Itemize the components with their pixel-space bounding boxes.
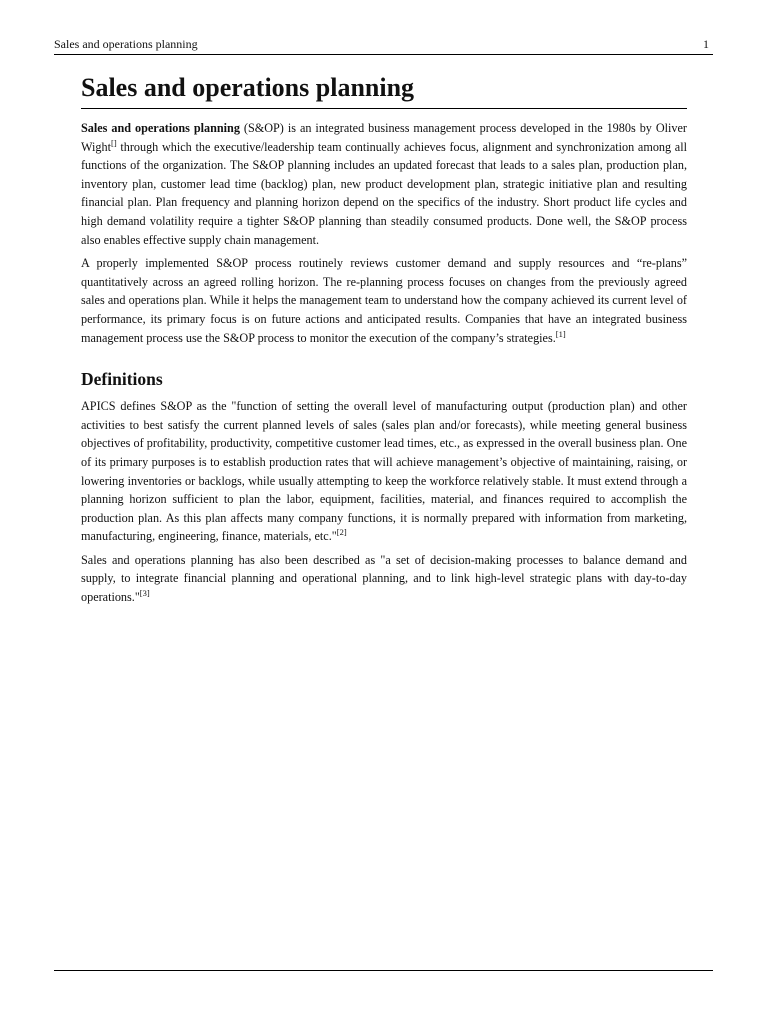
reference-link-2[interactable]: [2] [336, 527, 347, 538]
reference-link-3[interactable]: [3] [139, 588, 150, 599]
article-body [81, 68, 687, 612]
footer-divider [54, 970, 713, 971]
intro-paragraph [81, 119, 687, 249]
definitions-paragraph-1 [81, 397, 687, 546]
definitions-text-1: APICS defines S&OP as the "function of setting the overall level of manufacturing output (production plan) and other activities to best satisfy the current planned levels of sales (sales plan and/or forecasts), while meeting general business objectives of profitability, productivity, competitive customer lead times, etc., as expressed in the overall business plan. One of its primary purposes is to establish production rates that will achieve management’s objective of maintaining, raising, or lowering inventories or backlogs, while usually attempting to keep the workforce relatively stable. It must extend through a planning horizon sufficient to plan the labor, equipment, facilities, material, and finances required to accomplish the production plan. As this plan affects many company functions, it is normally prepared with information from marketing, manufacturing, engineering, finance, materials, etc." [81, 399, 687, 544]
intro-text-2: through which the executive/leadership team continually achieves focus, alignment and synchronization among all functions of the organization. The S&OP planning includes an updated forecast that leads to a sales plan, production plan, inventory plan, customer lead time (backlog) plan, new product development plan, strategic initiative plan and resulting financial plan. Plan frequency and planning horizon depend on the specifics of the industry. Short product life cycles and high demand volatility require a tighter S&OP planning than steadily consumed products. Done well, the S&OP process also enables effective supply chain management. [81, 139, 687, 247]
page-header [54, 36, 713, 55]
running-title: Sales and operations planning [54, 37, 198, 51]
intro-term: Sales and operations planning [81, 121, 240, 135]
second-paragraph-text: A properly implemented S&OP process routinely reviews customer demand and supply resources and “re-plans” quantitatively across an agreed rolling horizon. The re-planning process focuses on changes from the previously agreed sales and operations plan. While it helps the management team to understand how the company achieved its current level of performance, its primary focus is on future actions and anticipated results. Companies that have an integrated business management process use the S&OP process to monitor the execution of the company’s strategies. [81, 256, 687, 345]
article-title: Sales and operations planning [81, 68, 687, 109]
definitions-paragraph-2 [81, 551, 687, 607]
definitions-heading: Definitions [81, 369, 163, 390]
page-number: 1 [703, 37, 709, 51]
reference-link-1[interactable]: [1] [555, 328, 566, 339]
definitions-text-2: Sales and operations planning has also been described as "a set of decision-making processes to balance demand and supply, to integrate financial planning and operational planning, and to link high-level strategic plans with day-to-day operations." [81, 552, 687, 605]
intro-text-1: (S&OP) is an integrated business management process developed in the 1980s by Oliver Wight [81, 121, 687, 154]
citation-needed-link[interactable]: [] [110, 137, 117, 148]
second-paragraph [81, 254, 687, 347]
